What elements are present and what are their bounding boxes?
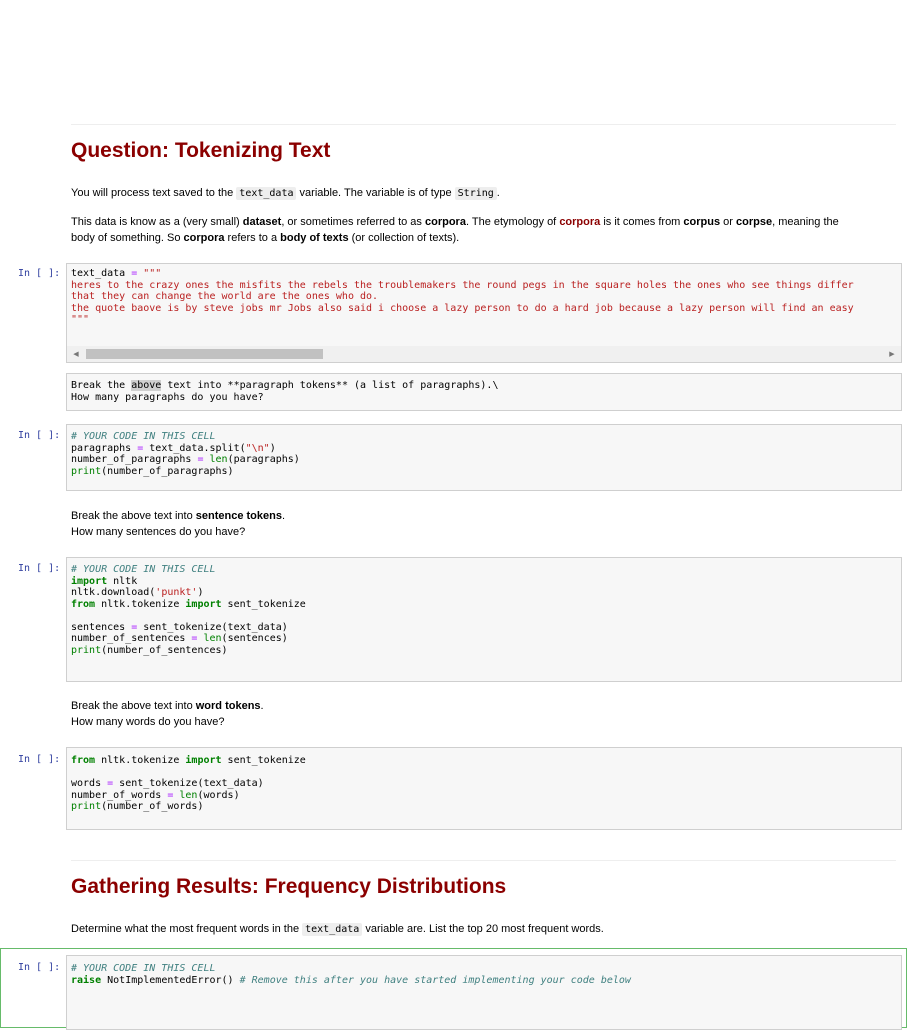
- text: is it comes from: [600, 216, 684, 228]
- code-cell-words[interactable]: [66, 747, 902, 830]
- markdown-intro: [71, 185, 901, 202]
- code-token: number_of_sentences: [71, 633, 192, 644]
- code-token: =: [167, 789, 174, 801]
- code-token: sent_tokenize(text_data): [137, 621, 288, 633]
- intro-text: variable. The variable is of type: [296, 187, 455, 199]
- code-token: (words): [197, 789, 240, 801]
- code-token: from: [71, 755, 96, 766]
- code-token: sentences: [71, 621, 132, 633]
- code-token: import: [185, 598, 222, 610]
- code-token: nltk.tokenize: [95, 755, 186, 766]
- code-token: sent_tokenize(text_data): [113, 778, 264, 789]
- code-token: print: [71, 801, 102, 812]
- text: or: [720, 216, 736, 228]
- code-token: import: [71, 575, 108, 587]
- code-line: """: [71, 314, 90, 325]
- section-heading-tokenizing: Question: Tokenizing Text: [71, 139, 331, 162]
- code-comment: # Remove this after you have started implementing your code below: [239, 974, 631, 986]
- code-token: text_data: [71, 268, 126, 279]
- scroll-right-arrow-icon[interactable]: ▶: [889, 350, 895, 358]
- markdown-corpora: [71, 214, 901, 246]
- code-editor[interactable]: [71, 963, 631, 986]
- inline-code: String: [455, 187, 497, 200]
- code-cell-paragraphs[interactable]: [66, 424, 902, 491]
- code-editor[interactable]: [71, 564, 306, 656]
- text: , meaning the: [772, 216, 839, 228]
- code-token: (number_of_sentences): [101, 644, 228, 656]
- code-token: len: [209, 454, 228, 465]
- section-heading-frequency: Gathering Results: Frequency Distributions: [71, 875, 507, 898]
- code-editor[interactable]: [71, 268, 854, 326]
- code-token: nltk.tokenize: [95, 598, 186, 610]
- code-editor[interactable]: [71, 431, 300, 477]
- cell-prompt: In [ ]:: [18, 754, 61, 765]
- code-token: paragraphs: [71, 442, 138, 454]
- code-cell-frequency[interactable]: [66, 955, 902, 1030]
- text: , or sometimes referred to as: [281, 216, 425, 228]
- code-token: =: [197, 454, 204, 465]
- code-token: number_of_paragraphs: [71, 454, 198, 465]
- code-token: (number_of_words): [101, 801, 204, 812]
- markdown-sentence-instructions: [71, 508, 901, 540]
- inline-code: text_data: [302, 923, 362, 936]
- text: Break the: [71, 380, 132, 391]
- cell-prompt: In [ ]:: [18, 430, 61, 441]
- text: (or collection of texts).: [348, 232, 460, 244]
- text: . The etymology of: [465, 216, 560, 228]
- text: .: [260, 700, 264, 712]
- code-token: raise: [71, 974, 102, 986]
- text: Break the above text into: [71, 510, 196, 522]
- code-token: (paragraphs): [227, 454, 300, 465]
- intro-text: .: [496, 187, 500, 199]
- highlighted-text: above: [131, 380, 162, 391]
- code-token: import: [185, 755, 222, 766]
- text: This data is know as a (very small): [71, 216, 243, 228]
- code-token: text_data.split(: [143, 442, 246, 454]
- bold-text: dataset: [242, 216, 282, 228]
- text: How many sentences do you have?: [71, 526, 246, 538]
- cell-prompt: In [ ]:: [18, 962, 61, 973]
- code-token: nltk: [107, 575, 138, 587]
- inline-code: text_data: [236, 187, 296, 200]
- code-comment: # YOUR CODE IN THIS CELL: [71, 963, 216, 974]
- code-token: ): [269, 442, 276, 454]
- bold-text: corpora: [183, 232, 225, 244]
- code-token: nltk.download(: [71, 587, 156, 598]
- text: .: [281, 510, 286, 522]
- code-line: heres to the crazy ones the misfits the rebels the troublemakers the round pegs in the square holes the ones who see things differ: [71, 279, 854, 291]
- code-token: len: [203, 633, 222, 644]
- text: Break the above text into: [71, 700, 196, 712]
- code-token: (number_of_paragraphs): [101, 465, 234, 477]
- markdown-frequency-instructions: [71, 921, 901, 938]
- horizontal-scrollbar[interactable]: [67, 346, 901, 362]
- bold-text: word tokens: [195, 700, 261, 712]
- code-comment: # YOUR CODE IN THIS CELL: [71, 564, 216, 575]
- markdown-word-instructions: [71, 698, 901, 730]
- code-editor[interactable]: [71, 755, 306, 813]
- code-token: print: [71, 644, 102, 656]
- code-comment: # YOUR CODE IN THIS CELL: [71, 431, 216, 442]
- code-token: (sentences): [221, 633, 288, 644]
- scroll-left-arrow-icon[interactable]: ◀: [73, 350, 79, 358]
- code-cell-text-data[interactable]: [66, 263, 902, 363]
- code-token: =: [107, 778, 114, 789]
- raw-cell-paragraph-instructions[interactable]: [66, 373, 902, 411]
- code-token: =: [125, 268, 144, 279]
- bold-text: corpus: [683, 216, 721, 228]
- code-token: print: [71, 465, 102, 477]
- cell-prompt: In [ ]:: [18, 268, 61, 279]
- bold-text: corpse: [736, 216, 773, 228]
- code-token: from: [71, 598, 96, 610]
- text: body of something. So: [71, 232, 184, 244]
- code-token: ): [197, 587, 204, 598]
- scrollbar-thumb[interactable]: [86, 349, 323, 359]
- code-cell-sentences[interactable]: [66, 557, 902, 682]
- code-token: """: [143, 268, 162, 279]
- text: Determine what the most frequent words in the: [71, 923, 303, 935]
- section-divider: [71, 124, 896, 125]
- code-token: words: [71, 778, 108, 789]
- text: How many paragraphs do you have?: [71, 391, 264, 403]
- code-line: the quote baove is by steve jobs mr Jobs also said i choose a lazy person to do a hard job because a lazy person will find an easy: [71, 302, 854, 314]
- intro-text: You will process text saved to the: [71, 187, 237, 199]
- bold-text: sentence tokens: [195, 510, 282, 522]
- text: variable are. List the top 20 most frequent words.: [362, 923, 604, 935]
- text: text into **paragraph tokens** (a list of paragraphs).\: [161, 380, 499, 391]
- code-token: "\n": [245, 442, 270, 454]
- section-divider: [71, 860, 896, 861]
- bold-text: body of texts: [280, 232, 349, 244]
- code-token: =: [191, 633, 198, 644]
- text: refers to a: [224, 232, 281, 244]
- raw-text[interactable]: [71, 380, 498, 403]
- code-token: sent_tokenize: [221, 598, 306, 610]
- text: How many words do you have?: [71, 716, 225, 728]
- code-token: 'punkt': [155, 587, 198, 598]
- code-token: NotImplementedError(): [101, 974, 240, 986]
- bold-red-text: corpora: [559, 216, 601, 228]
- code-token: number_of_words: [71, 789, 168, 801]
- code-token: =: [137, 442, 144, 454]
- cell-prompt: In [ ]:: [18, 563, 61, 574]
- code-token: sent_tokenize: [221, 755, 306, 766]
- bold-text: corpora: [424, 216, 466, 228]
- code-token: len: [179, 789, 198, 801]
- code-line: that they can change the world are the ones who do.: [71, 291, 379, 302]
- code-token: =: [131, 621, 138, 633]
